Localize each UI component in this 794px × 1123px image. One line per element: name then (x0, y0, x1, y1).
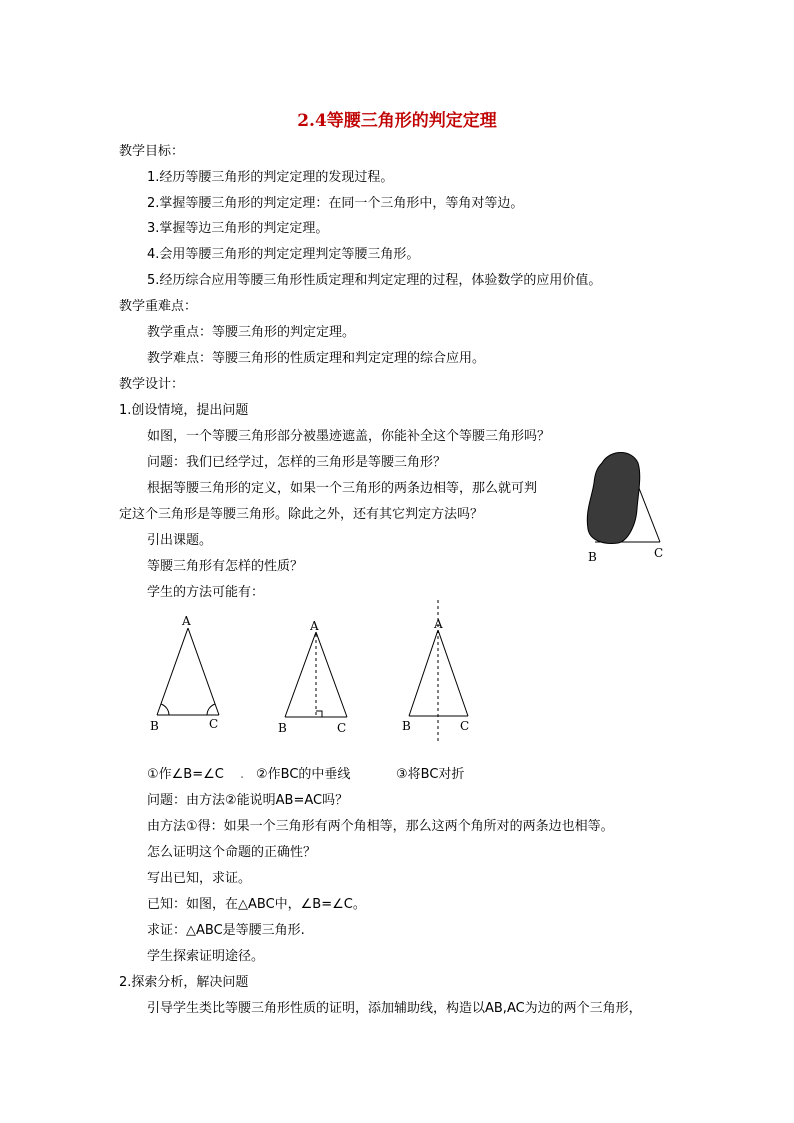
caption-method-1: ①作∠B=∠C (147, 767, 224, 782)
paragraph-line: 等腰三角形有怎样的性质？ (147, 559, 304, 574)
right-angle-mark (316, 711, 322, 717)
objective-item: 5.经历综合应用等腰三角形性质定理和判定定理的过程，体验数学的应用价值。 (147, 273, 602, 288)
paragraph-line: 学生探索证明途径。 (147, 949, 265, 964)
vertex-label-c: C (460, 719, 470, 733)
paragraph-line: 引出课题。 (147, 533, 213, 548)
objective-item: 4.会用等腰三角形的判定定理判定等腰三角形。 (147, 247, 420, 262)
vertex-label-b: B (402, 719, 411, 733)
vertex-label-a: A (434, 617, 443, 631)
triangle-side-ab (157, 628, 188, 715)
angle-mark-c (207, 704, 215, 715)
triangle-side-ac (438, 630, 468, 716)
subsection-heading: 1.创设情境，提出问题 (119, 403, 249, 418)
paragraph-line: 问题：我们已经学过，怎样的三角形是等腰三角形？ (147, 455, 447, 470)
angle-mark-b (161, 704, 169, 715)
vertex-label-c: C (337, 721, 347, 735)
vertex-label-c: C (209, 717, 219, 731)
paragraph-line: 由方法①得：如果一个三角形有两个角相等，那么这两个角所对的两条边也相等。 (147, 819, 614, 834)
triangle-figure-fold (395, 598, 485, 743)
vertex-label-b: B (150, 719, 159, 733)
paragraph-line: 问题：由方法②能说明AB=AC吗？ (147, 793, 349, 808)
caption-method-2: ②作BC的中垂线 (256, 767, 351, 782)
ink-covered-triangle-figure (580, 445, 680, 570)
objective-item: 3.掌握等边三角形的判定定理。 (147, 221, 329, 236)
triangle-side-ac (188, 628, 219, 715)
vertex-label-b: B (588, 550, 597, 564)
ink-blot (587, 453, 639, 544)
section-heading-design: 教学设计： (119, 377, 185, 392)
section-heading-key-points: 教学重难点： (119, 299, 198, 314)
vertex-label-a: A (182, 614, 191, 628)
vertex-label-b: B (278, 721, 287, 735)
section-heading-objectives: 教学目标： (119, 144, 185, 159)
paragraph-line: 引导学生类比等腰三角形性质的证明，添加辅助线，构造以AB,AC为边的两个三角形， (147, 1001, 642, 1016)
triangle-figure-angles (145, 610, 235, 740)
paragraph-line: 怎么证明这个命题的正确性？ (147, 845, 317, 860)
paragraph-line: 如图，一个等腰三角形部分被墨迹遮盖，你能补全这个等腰三角形吗？ (147, 429, 551, 444)
caption-method-3: ③将BC对折 (396, 767, 465, 782)
triangle-figure-bisector (272, 612, 362, 742)
vertex-label-a: A (310, 619, 319, 633)
paragraph-line: 定这个三角形是等腰三角形。除此之外，还有其它判定方法吗？ (119, 507, 484, 522)
key-point-item: 教学重点：等腰三角形的判定定理。 (147, 325, 356, 340)
page-title: 2.4等腰三角形的判定定理 (297, 111, 497, 131)
prove-line: 求证：△ABC是等腰三角形. (147, 923, 305, 938)
subsection-heading: 2.探索分析，解决问题 (119, 975, 249, 990)
objective-item: 2.掌握等腰三角形的判定定理：在同一个三角形中，等角对等边。 (147, 196, 524, 211)
triangle-side-ab (285, 632, 316, 717)
triangle-side-ab (409, 630, 438, 716)
objective-item: 1.经历等腰三角形的判定定理的发现过程。 (147, 170, 394, 185)
paragraph-line: 写出已知，求证。 (147, 871, 252, 886)
paragraph-line: 学生的方法可能有： (147, 585, 265, 600)
vertex-label-c: C (654, 546, 664, 560)
caption-dot: . (240, 767, 245, 782)
difficulty-item: 教学难点：等腰三角形的性质定理和判定定理的综合应用。 (147, 351, 486, 366)
triangle-side-ac (316, 632, 347, 717)
paragraph-line: 根据等腰三角形的定义，如果一个三角形的两条边相等，那么就可判 (147, 481, 538, 496)
given-line: 已知：如图，在△ABC中，∠B=∠C。 (147, 897, 366, 912)
